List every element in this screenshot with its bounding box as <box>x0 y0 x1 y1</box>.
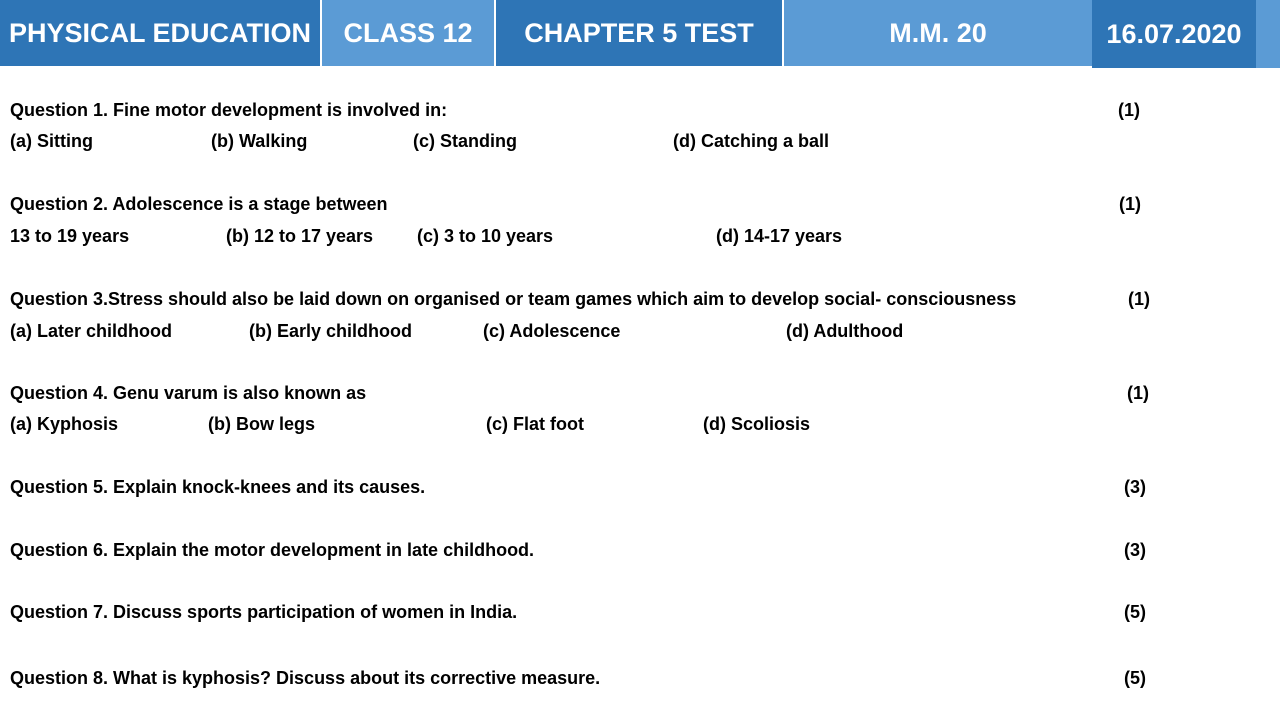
question-marks: (1) <box>1128 289 1150 309</box>
question-text: Question 2. Adolescence is a stage between <box>10 194 388 214</box>
class-label: CLASS 12 <box>322 0 496 66</box>
option-c: (c) Flat foot <box>486 414 584 434</box>
subject-title: PHYSICAL EDUCATION <box>0 0 322 66</box>
question-marks: (5) <box>1124 668 1146 688</box>
option-a: (a) Kyphosis <box>10 414 119 434</box>
option-b: (b) 12 to 17 years <box>226 226 374 246</box>
option-a: 13 to 19 years <box>10 226 130 246</box>
option-b: (b) Walking <box>211 131 308 151</box>
max-marks: M.M. 20 <box>784 0 1092 66</box>
test-date: 16.07.2020 <box>1092 0 1256 68</box>
question-text: Question 6. Explain the motor development in late childhood. <box>10 540 535 560</box>
header-end-block <box>1256 0 1280 68</box>
question-marks: (1) <box>1127 383 1149 403</box>
option-d: (d) Adulthood <box>786 321 904 341</box>
option-a: (a) Later childhood <box>10 321 172 341</box>
question-text: Question 3.Stress should also be laid down on organised or team games which aim to develop social- consciousness <box>10 289 1017 309</box>
option-d: (d) 14-17 years <box>716 226 843 246</box>
option-d: (d) Scoliosis <box>703 414 811 434</box>
question-marks: (3) <box>1124 540 1146 560</box>
question-text: Question 8. What is kyphosis? Discuss about its corrective measure. <box>10 668 601 688</box>
option-b: (b) Early childhood <box>249 321 413 341</box>
option-d: (d) Catching a ball <box>673 131 830 151</box>
question-marks: (5) <box>1124 602 1146 622</box>
question-marks: (1) <box>1119 194 1141 214</box>
test-label: CHAPTER 5 TEST <box>496 0 784 66</box>
option-a: (a) Sitting <box>10 131 93 151</box>
option-c: (c) 3 to 10 years <box>417 226 554 246</box>
option-c: (c) Adolescence <box>483 321 621 341</box>
question-text: Question 4. Genu varum is also known as <box>10 383 367 403</box>
question-marks: (1) <box>1118 100 1140 120</box>
option-c: (c) Standing <box>413 131 517 151</box>
question-text: Question 5. Explain knock-knees and its causes. <box>10 477 426 497</box>
question-text: Question 1. Fine motor development is involved in: <box>10 100 448 120</box>
question-text: Question 7. Discuss sports participation of women in India. <box>10 602 518 622</box>
header-bar <box>0 0 1280 66</box>
option-b: (b) Bow legs <box>208 414 315 434</box>
question-marks: (3) <box>1124 477 1146 497</box>
